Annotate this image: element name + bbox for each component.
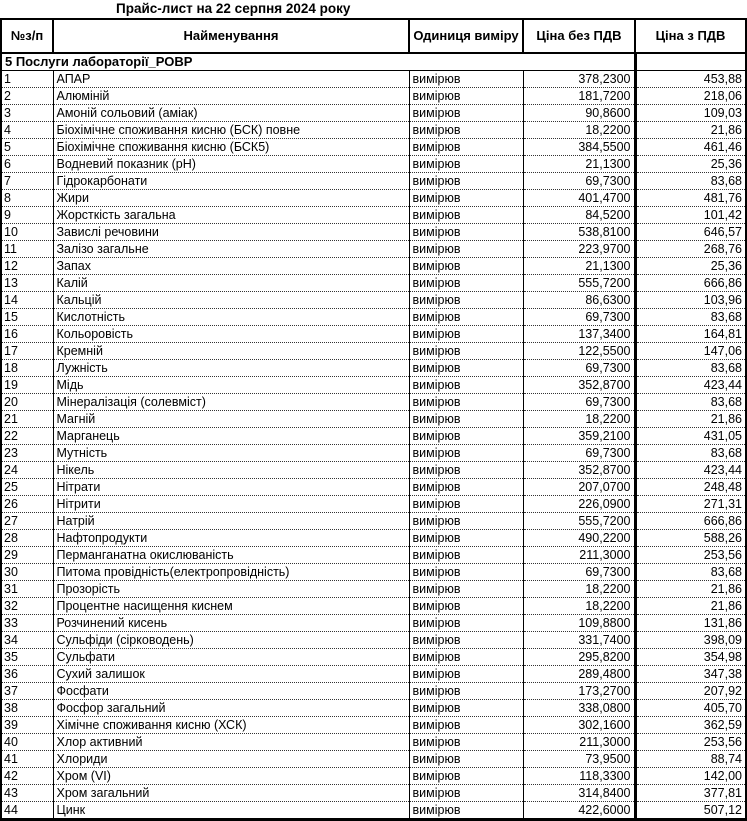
- unit-of-measure: вимірюв: [409, 751, 523, 768]
- service-name: Марганець: [53, 428, 409, 445]
- unit-of-measure: вимірюв: [409, 377, 523, 394]
- price-without-vat: 331,7400: [523, 632, 635, 649]
- row-number: 33: [1, 615, 53, 632]
- row-number: 26: [1, 496, 53, 513]
- price-without-vat: 302,1600: [523, 717, 635, 734]
- price-without-vat: 538,8100: [523, 224, 635, 241]
- section-title: 5 Послуги лабораторії_РОВР: [1, 53, 635, 71]
- unit-of-measure: вимірюв: [409, 632, 523, 649]
- service-name: Питома провідність(електропровідність): [53, 564, 409, 581]
- table-row: [1, 581, 746, 598]
- service-name: Завислі речовини: [53, 224, 409, 241]
- service-name: Прозорість: [53, 581, 409, 598]
- price-with-vat: 271,31: [635, 496, 746, 513]
- service-name: Амоній сольовий (аміак): [53, 105, 409, 122]
- unit-of-measure: вимірюв: [409, 360, 523, 377]
- price-with-vat: 83,68: [635, 564, 746, 581]
- row-number: 35: [1, 649, 53, 666]
- price-list-title-bar: [0, 0, 747, 18]
- table-row: [1, 615, 746, 632]
- unit-of-measure: вимірюв: [409, 802, 523, 820]
- service-name: Нітрати: [53, 479, 409, 496]
- price-with-vat: 25,36: [635, 258, 746, 275]
- service-name: Мідь: [53, 377, 409, 394]
- table-row: [1, 122, 746, 139]
- price-without-vat: 422,6000: [523, 802, 635, 820]
- price-table: [0, 18, 747, 821]
- service-name: Калій: [53, 275, 409, 292]
- price-without-vat: 21,1300: [523, 258, 635, 275]
- table-row: [1, 156, 746, 173]
- service-name: Хром загальний: [53, 785, 409, 802]
- unit-of-measure: вимірюв: [409, 581, 523, 598]
- row-number: 29: [1, 547, 53, 564]
- table-row: [1, 734, 746, 751]
- unit-of-measure: вимірюв: [409, 88, 523, 105]
- price-with-vat: 398,09: [635, 632, 746, 649]
- price-with-vat: 142,00: [635, 768, 746, 785]
- table-row: [1, 139, 746, 156]
- col-header-unit: Одиниця виміру: [409, 19, 523, 53]
- price-with-vat: 253,56: [635, 734, 746, 751]
- price-without-vat: 181,7200: [523, 88, 635, 105]
- row-number: 30: [1, 564, 53, 581]
- table-row: [1, 326, 746, 343]
- table-row: [1, 496, 746, 513]
- unit-of-measure: вимірюв: [409, 598, 523, 615]
- row-number: 20: [1, 394, 53, 411]
- table-row: [1, 275, 746, 292]
- service-name: Мутність: [53, 445, 409, 462]
- col-header-price-no-vat: Ціна без ПДВ: [523, 19, 635, 53]
- row-number: 39: [1, 717, 53, 734]
- service-name: Хром (VI): [53, 768, 409, 785]
- unit-of-measure: вимірюв: [409, 139, 523, 156]
- unit-of-measure: вимірюв: [409, 717, 523, 734]
- price-without-vat: 384,5500: [523, 139, 635, 156]
- table-row: [1, 377, 746, 394]
- row-number: 13: [1, 275, 53, 292]
- unit-of-measure: вимірюв: [409, 564, 523, 581]
- unit-of-measure: вимірюв: [409, 258, 523, 275]
- unit-of-measure: вимірюв: [409, 292, 523, 309]
- header-row: [1, 19, 746, 53]
- price-with-vat: 25,36: [635, 156, 746, 173]
- row-number: 24: [1, 462, 53, 479]
- unit-of-measure: вимірюв: [409, 479, 523, 496]
- unit-of-measure: вимірюв: [409, 394, 523, 411]
- unit-of-measure: вимірюв: [409, 309, 523, 326]
- price-without-vat: 226,0900: [523, 496, 635, 513]
- price-with-vat: 666,86: [635, 513, 746, 530]
- table-row: [1, 207, 746, 224]
- price-with-vat: 431,05: [635, 428, 746, 445]
- unit-of-measure: вимірюв: [409, 105, 523, 122]
- table-row: [1, 411, 746, 428]
- price-with-vat: 83,68: [635, 173, 746, 190]
- price-with-vat: 461,46: [635, 139, 746, 156]
- row-number: 5: [1, 139, 53, 156]
- table-row: [1, 785, 746, 802]
- table-row: [1, 292, 746, 309]
- table-row: [1, 190, 746, 207]
- price-without-vat: 289,4800: [523, 666, 635, 683]
- service-name: Мінералізація (солевміст): [53, 394, 409, 411]
- table-row: [1, 649, 746, 666]
- service-name: Нітрити: [53, 496, 409, 513]
- service-name: Магній: [53, 411, 409, 428]
- row-number: 9: [1, 207, 53, 224]
- table-row: [1, 666, 746, 683]
- price-with-vat: 21,86: [635, 581, 746, 598]
- row-number: 27: [1, 513, 53, 530]
- service-name: Перманганатна окислюваність: [53, 547, 409, 564]
- service-name: Сухий залишок: [53, 666, 409, 683]
- price-with-vat: 453,88: [635, 71, 746, 88]
- table-row: [1, 462, 746, 479]
- service-name: Фосфор загальний: [53, 700, 409, 717]
- price-without-vat: 211,3000: [523, 547, 635, 564]
- price-without-vat: 86,6300: [523, 292, 635, 309]
- price-without-vat: 555,7200: [523, 513, 635, 530]
- unit-of-measure: вимірюв: [409, 615, 523, 632]
- unit-of-measure: вимірюв: [409, 530, 523, 547]
- row-number: 14: [1, 292, 53, 309]
- table-row: [1, 479, 746, 496]
- price-without-vat: 18,2200: [523, 411, 635, 428]
- unit-of-measure: вимірюв: [409, 445, 523, 462]
- service-name: Водневий показник (pH): [53, 156, 409, 173]
- unit-of-measure: вимірюв: [409, 700, 523, 717]
- price-without-vat: 338,0800: [523, 700, 635, 717]
- unit-of-measure: вимірюв: [409, 513, 523, 530]
- service-name: Хімічне споживання кисню (ХСК): [53, 717, 409, 734]
- row-number: 3: [1, 105, 53, 122]
- price-without-vat: 84,5200: [523, 207, 635, 224]
- service-name: Розчинений кисень: [53, 615, 409, 632]
- price-with-vat: 405,70: [635, 700, 746, 717]
- table-row: [1, 683, 746, 700]
- service-name: Сульфіди (сірководень): [53, 632, 409, 649]
- price-with-vat: 131,86: [635, 615, 746, 632]
- price-without-vat: 90,8600: [523, 105, 635, 122]
- table-row: [1, 71, 746, 88]
- section-vat-cell: [635, 53, 746, 71]
- table-row: [1, 547, 746, 564]
- price-without-vat: 359,2100: [523, 428, 635, 445]
- row-number: 10: [1, 224, 53, 241]
- price-with-vat: 218,06: [635, 88, 746, 105]
- unit-of-measure: вимірюв: [409, 411, 523, 428]
- unit-of-measure: вимірюв: [409, 547, 523, 564]
- service-name: Кислотність: [53, 309, 409, 326]
- unit-of-measure: вимірюв: [409, 224, 523, 241]
- service-name: Кремній: [53, 343, 409, 360]
- unit-of-measure: вимірюв: [409, 496, 523, 513]
- service-name: Нікель: [53, 462, 409, 479]
- row-number: 25: [1, 479, 53, 496]
- unit-of-measure: вимірюв: [409, 275, 523, 292]
- price-without-vat: 207,0700: [523, 479, 635, 496]
- price-with-vat: 21,86: [635, 598, 746, 615]
- price-without-vat: 352,8700: [523, 462, 635, 479]
- table-row: [1, 258, 746, 275]
- price-with-vat: 588,26: [635, 530, 746, 547]
- service-name: Натрій: [53, 513, 409, 530]
- service-name: Біохімічне споживання кисню (БСК) повне: [53, 122, 409, 139]
- price-without-vat: 378,2300: [523, 71, 635, 88]
- price-without-vat: 137,3400: [523, 326, 635, 343]
- price-with-vat: 21,86: [635, 122, 746, 139]
- price-with-vat: 164,81: [635, 326, 746, 343]
- table-row: [1, 445, 746, 462]
- row-number: 34: [1, 632, 53, 649]
- price-with-vat: 347,38: [635, 666, 746, 683]
- table-row: [1, 513, 746, 530]
- row-number: 1: [1, 71, 53, 88]
- table-row: [1, 343, 746, 360]
- price-with-vat: 507,12: [635, 802, 746, 820]
- price-without-vat: 69,7300: [523, 394, 635, 411]
- price-without-vat: 69,7300: [523, 445, 635, 462]
- table-row: [1, 700, 746, 717]
- price-without-vat: 109,8800: [523, 615, 635, 632]
- table-row: [1, 88, 746, 105]
- row-number: 8: [1, 190, 53, 207]
- row-number: 11: [1, 241, 53, 258]
- table-row: [1, 309, 746, 326]
- price-without-vat: 18,2200: [523, 598, 635, 615]
- service-name: Нафтопродукти: [53, 530, 409, 547]
- service-name: Біохімічне споживання кисню (БСК5): [53, 139, 409, 156]
- service-name: Сульфати: [53, 649, 409, 666]
- row-number: 21: [1, 411, 53, 428]
- price-without-vat: 18,2200: [523, 581, 635, 598]
- table-row: [1, 717, 746, 734]
- price-with-vat: 83,68: [635, 360, 746, 377]
- table-row: [1, 751, 746, 768]
- row-number: 42: [1, 768, 53, 785]
- section-row: [1, 53, 746, 71]
- row-number: 23: [1, 445, 53, 462]
- service-name: Запах: [53, 258, 409, 275]
- unit-of-measure: вимірюв: [409, 190, 523, 207]
- table-row: [1, 105, 746, 122]
- price-without-vat: 401,4700: [523, 190, 635, 207]
- table-row: [1, 632, 746, 649]
- price-without-vat: 18,2200: [523, 122, 635, 139]
- unit-of-measure: вимірюв: [409, 122, 523, 139]
- service-name: АПАР: [53, 71, 409, 88]
- price-with-vat: 253,56: [635, 547, 746, 564]
- unit-of-measure: вимірюв: [409, 462, 523, 479]
- price-without-vat: 314,8400: [523, 785, 635, 802]
- row-number: 32: [1, 598, 53, 615]
- service-name: Фосфати: [53, 683, 409, 700]
- row-number: 6: [1, 156, 53, 173]
- price-without-vat: 555,7200: [523, 275, 635, 292]
- table-row: [1, 224, 746, 241]
- row-number: 4: [1, 122, 53, 139]
- price-without-vat: 223,9700: [523, 241, 635, 258]
- unit-of-measure: вимірюв: [409, 326, 523, 343]
- row-number: 15: [1, 309, 53, 326]
- service-name: Жири: [53, 190, 409, 207]
- page-title: Прайс-лист на 22 серпня 2024 року: [116, 1, 351, 16]
- row-number: 18: [1, 360, 53, 377]
- price-with-vat: 83,68: [635, 445, 746, 462]
- price-with-vat: 666,86: [635, 275, 746, 292]
- row-number: 19: [1, 377, 53, 394]
- table-row: [1, 802, 746, 820]
- row-number: 37: [1, 683, 53, 700]
- price-with-vat: 101,42: [635, 207, 746, 224]
- price-without-vat: 295,8200: [523, 649, 635, 666]
- price-with-vat: 268,76: [635, 241, 746, 258]
- price-with-vat: 83,68: [635, 309, 746, 326]
- row-number: 17: [1, 343, 53, 360]
- service-name: Алюміній: [53, 88, 409, 105]
- unit-of-measure: вимірюв: [409, 768, 523, 785]
- price-without-vat: 211,3000: [523, 734, 635, 751]
- unit-of-measure: вимірюв: [409, 428, 523, 445]
- row-number: 12: [1, 258, 53, 275]
- price-with-vat: 362,59: [635, 717, 746, 734]
- table-row: [1, 173, 746, 190]
- table-row: [1, 530, 746, 547]
- price-with-vat: 88,74: [635, 751, 746, 768]
- price-without-vat: 21,1300: [523, 156, 635, 173]
- row-number: 38: [1, 700, 53, 717]
- table-row: [1, 768, 746, 785]
- price-with-vat: 377,81: [635, 785, 746, 802]
- price-without-vat: 69,7300: [523, 564, 635, 581]
- price-with-vat: 103,96: [635, 292, 746, 309]
- price-with-vat: 354,98: [635, 649, 746, 666]
- price-with-vat: 481,76: [635, 190, 746, 207]
- service-name: Процентне насищення киснем: [53, 598, 409, 615]
- row-number: 36: [1, 666, 53, 683]
- price-with-vat: 207,92: [635, 683, 746, 700]
- service-name: Гідрокарбонати: [53, 173, 409, 190]
- table-row: [1, 428, 746, 445]
- row-number: 16: [1, 326, 53, 343]
- service-name: Хлор активний: [53, 734, 409, 751]
- table-row: [1, 241, 746, 258]
- service-name: Хлориди: [53, 751, 409, 768]
- col-header-name: Найменування: [53, 19, 409, 53]
- price-without-vat: 73,9500: [523, 751, 635, 768]
- price-without-vat: 352,8700: [523, 377, 635, 394]
- unit-of-measure: вимірюв: [409, 683, 523, 700]
- unit-of-measure: вимірюв: [409, 71, 523, 88]
- col-header-num: №з/п: [1, 19, 53, 53]
- unit-of-measure: вимірюв: [409, 207, 523, 224]
- unit-of-measure: вимірюв: [409, 156, 523, 173]
- price-without-vat: 69,7300: [523, 173, 635, 190]
- price-with-vat: 83,68: [635, 394, 746, 411]
- row-number: 41: [1, 751, 53, 768]
- service-name: Залізо загальне: [53, 241, 409, 258]
- service-name: Лужність: [53, 360, 409, 377]
- unit-of-measure: вимірюв: [409, 241, 523, 258]
- table-row: [1, 564, 746, 581]
- row-number: 44: [1, 802, 53, 820]
- price-without-vat: 173,2700: [523, 683, 635, 700]
- price-without-vat: 69,7300: [523, 360, 635, 377]
- price-with-vat: 109,03: [635, 105, 746, 122]
- table-row: [1, 598, 746, 615]
- price-with-vat: 248,48: [635, 479, 746, 496]
- row-number: 28: [1, 530, 53, 547]
- price-with-vat: 423,44: [635, 462, 746, 479]
- price-without-vat: 118,3300: [523, 768, 635, 785]
- service-name: Цинк: [53, 802, 409, 820]
- row-number: 31: [1, 581, 53, 598]
- price-with-vat: 423,44: [635, 377, 746, 394]
- price-with-vat: 147,06: [635, 343, 746, 360]
- unit-of-measure: вимірюв: [409, 666, 523, 683]
- col-header-price-vat: Ціна з ПДВ: [635, 19, 746, 53]
- price-without-vat: 122,5500: [523, 343, 635, 360]
- table-row: [1, 394, 746, 411]
- row-number: 43: [1, 785, 53, 802]
- row-number: 2: [1, 88, 53, 105]
- table-row: [1, 360, 746, 377]
- price-without-vat: 69,7300: [523, 309, 635, 326]
- service-name: Кальцій: [53, 292, 409, 309]
- unit-of-measure: вимірюв: [409, 785, 523, 802]
- unit-of-measure: вимірюв: [409, 173, 523, 190]
- service-name: Жорсткість загальна: [53, 207, 409, 224]
- unit-of-measure: вимірюв: [409, 343, 523, 360]
- service-name: Кольоровість: [53, 326, 409, 343]
- price-with-vat: 646,57: [635, 224, 746, 241]
- unit-of-measure: вимірюв: [409, 649, 523, 666]
- row-number: 40: [1, 734, 53, 751]
- row-number: 22: [1, 428, 53, 445]
- unit-of-measure: вимірюв: [409, 734, 523, 751]
- row-number: 7: [1, 173, 53, 190]
- price-without-vat: 490,2200: [523, 530, 635, 547]
- price-with-vat: 21,86: [635, 411, 746, 428]
